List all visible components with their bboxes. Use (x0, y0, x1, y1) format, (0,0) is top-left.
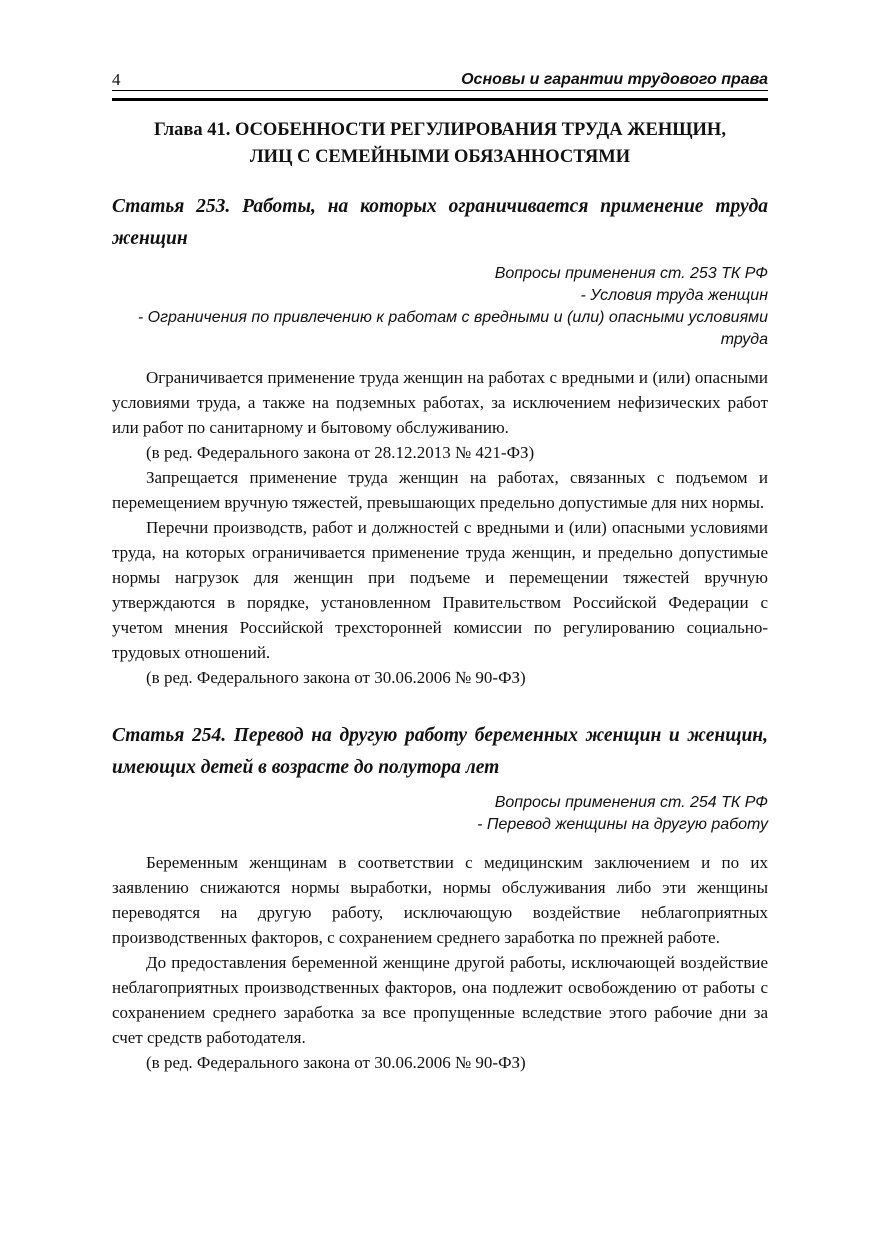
edition-note: (в ред. Федерального закона от 30.06.2006 № 90-ФЗ) (146, 668, 526, 687)
paragraph: До предоставления беременной женщине другой работы, исключающей воздействие неблагоприятных производственных факторов, она подлежит освобождению от работы с сохранением среднего заработка за все пропущенные вследствие этого рабочие дни за счет средств работодателя. (112, 953, 768, 1047)
edition-note: (в ред. Федерального закона от 28.12.2013 № 421-ФЗ) (146, 443, 535, 462)
article-254-title: Статья 254. Перевод на другую работу беременных женщин и женщин, имеющих детей в возрасте до полутора лет (112, 725, 768, 778)
header-rule-thick (112, 98, 768, 101)
text-block (112, 0, 768, 1075)
article-253-section (112, 191, 768, 690)
paragraph: Ограничивается применение труда женщин на работах с вредными и (или) опасными условиями труда, а также на подземных работах, за исключением нефизических работ или работ по санитарному и бытовому обслуживанию. (112, 368, 768, 437)
paragraph: Запрещается применение труда женщин на работах, связанных с подъемом и перемещением вручную тяжестей, превышающих предельно допустимые для них нормы. (112, 468, 768, 512)
annotation-line: - Перевод женщины на другую работу (477, 816, 768, 833)
annotation-line: - Ограничения по привлечению к работам с вредными и (или) опасными условиями труда (137, 309, 768, 348)
article-254-section (112, 720, 768, 1075)
paragraph: Перечни производств, работ и должностей с вредными и (или) опасными условиями труда, на которых ограничивается применение труда женщин, и предельно допустимые нормы нагрузок для женщин при подъеме и перемещении тяжестей вручную утверждаются в порядке, установленном Правительством Российской Федерации с учетом мнения Российской трехсторонней комиссии по регулированию социально-трудовых отношений. (112, 518, 768, 662)
annotation-line: Вопросы применения ст. 253 ТК РФ (494, 265, 768, 282)
paragraph: Беременным женщинам в соответствии с медицинским заключением и по их заявлению снижаются нормы выработки, нормы обслуживания либо эти женщины переводятся на другую работу, исключающую воздействие неблагоприятных производственных факторов, с сохранением среднего заработка по прежней работе. (112, 853, 768, 947)
page-number: 4 (112, 70, 121, 89)
article-253-title: Статья 253. Работы, на которых ограничивается применение труда женщин (112, 196, 768, 249)
article-254-annotations (112, 792, 768, 836)
chapter-title: Глава 41. ОСОБЕННОСТИ РЕГУЛИРОВАНИЯ ТРУДА ЖЕНЩИН, ЛИЦ С СЕМЕЙНЫМИ ОБЯЗАННОСТЯМИ (154, 120, 726, 167)
running-title: Основы и гарантии трудового права (461, 71, 768, 88)
header-rule-thin (112, 90, 768, 91)
article-253-annotations (112, 263, 768, 351)
running-header (112, 0, 768, 89)
edition-note: (в ред. Федерального закона от 30.06.2006 № 90-ФЗ) (146, 1053, 526, 1072)
annotation-line: - Условия труда женщин (580, 287, 768, 304)
annotation-line: Вопросы применения ст. 254 ТК РФ (494, 794, 768, 811)
